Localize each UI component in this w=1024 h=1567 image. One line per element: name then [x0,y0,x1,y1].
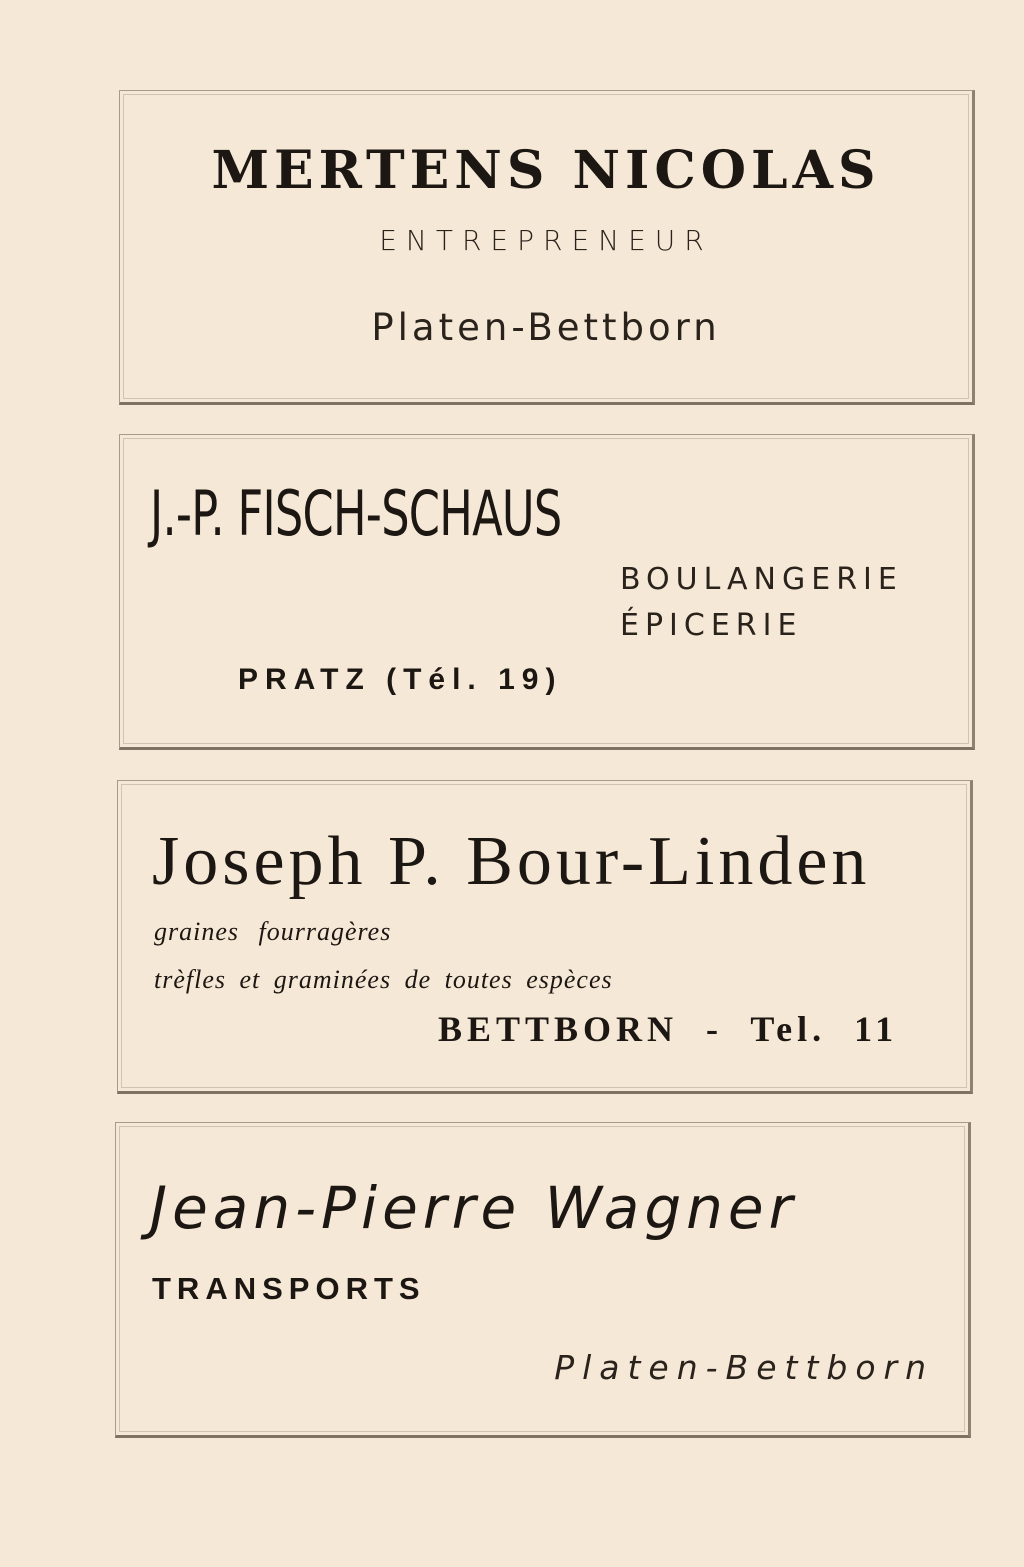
business-location: Platen-Bettborn [371,306,721,349]
ad-wagner [115,1122,971,1438]
business-description-line: graines fourragères [154,917,392,946]
business-trade: ENTREPRENEUR [379,224,713,257]
business-location: PRATZ (Tél. 19) [238,663,563,696]
ad-fisch-schaus [119,434,975,750]
ad-bour-linden [117,780,973,1094]
business-name: Joseph P. Bour-Linden [152,823,871,900]
business-trade-bakery: BOULANGERIE [620,562,903,597]
business-trade: TRANSPORTS [152,1271,426,1306]
business-name: J.-P. FISCH-SCHAUS [150,477,562,550]
business-location: Platen-Bettborn [554,1348,934,1387]
business-trade-grocery: ÉPICERIE [620,608,803,643]
business-location: BETTBORN - Tel. 11 [438,1009,899,1049]
ad-mertens-nicolas [119,90,975,405]
business-name: MERTENS NICOLAS [211,140,881,201]
business-description-line: trèfles et graminées de toutes espèces [154,965,613,994]
business-name: Jean-Pierre Wagner [150,1174,798,1242]
